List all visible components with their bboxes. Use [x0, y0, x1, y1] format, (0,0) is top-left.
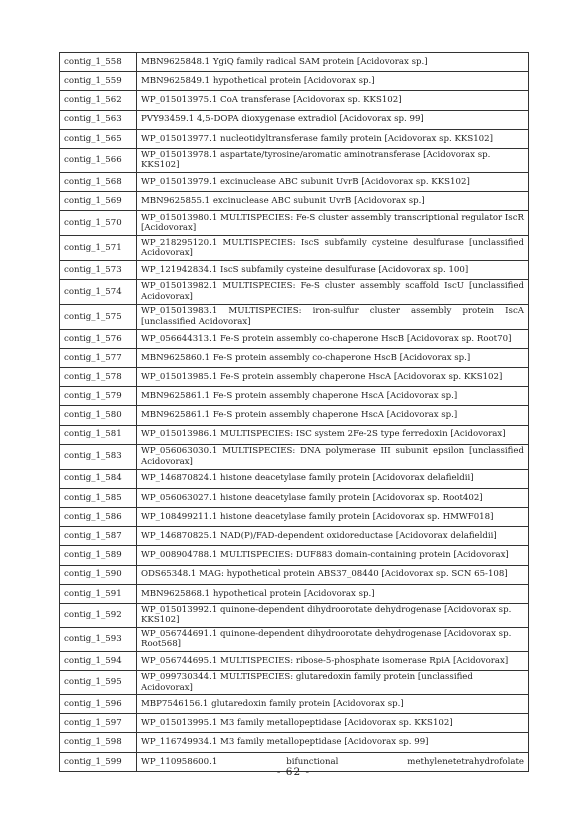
table-row — [60, 565, 529, 584]
protein-description-cell: WP_015013980.1 MULTISPECIES: Fe-S cluster assembly transcriptional regulator IscR [Acidovorax] — [137, 211, 529, 236]
protein-description-cell: MBN9625848.1 YgiQ family radical SAM protein [Acidovorax sp.] — [137, 53, 529, 72]
contig-id-cell: contig_1_568 — [60, 172, 137, 191]
contig-id-cell: contig_1_575 — [60, 304, 137, 329]
contig-id-cell: contig_1_587 — [60, 527, 137, 546]
protein-description-cell: ODS65348.1 MAG: hypothetical protein ABS37_08440 [Acidovorax sp. SCN 65-108] — [137, 565, 529, 584]
table-row — [60, 211, 529, 236]
protein-description-cell: PVY93459.1 4,5-DOPA dioxygenase extradiol [Acidovorax sp. 99] — [137, 110, 529, 129]
table-row — [60, 527, 529, 546]
table-row — [60, 172, 529, 191]
table-row — [60, 236, 529, 261]
table-row — [60, 733, 529, 752]
contig-id-cell: contig_1_571 — [60, 236, 137, 261]
table-row — [60, 469, 529, 488]
protein-description-cell: WP_015013995.1 M3 family metallopeptidase [Acidovorax sp. KKS102] — [137, 714, 529, 733]
table-row — [60, 368, 529, 387]
table-row — [60, 110, 529, 129]
contig-id-cell: contig_1_590 — [60, 565, 137, 584]
contig-id-cell: contig_1_594 — [60, 651, 137, 670]
protein-description-cell: MBN9625861.1 Fe-S protein assembly chaperone HscA [Acidovorax sp.] — [137, 387, 529, 406]
contig-id-cell: contig_1_578 — [60, 368, 137, 387]
contig-id-cell: contig_1_566 — [60, 148, 137, 172]
contig-id-cell: contig_1_577 — [60, 348, 137, 367]
protein-description-cell: WP_116749934.1 M3 family metallopeptidase [Acidovorax sp. 99] — [137, 733, 529, 752]
contig-id-cell: contig_1_583 — [60, 444, 137, 469]
table-row — [60, 671, 529, 695]
table-row — [60, 714, 529, 733]
table-row — [60, 695, 529, 714]
contig-id-cell: contig_1_559 — [60, 72, 137, 91]
contig-id-cell: contig_1_595 — [60, 671, 137, 695]
protein-description-cell: WP_015013979.1 excinuclease ABC subunit UvrB [Acidovorax sp. KKS102] — [137, 172, 529, 191]
table-row — [60, 348, 529, 367]
table-row — [60, 651, 529, 670]
table-row — [60, 488, 529, 507]
contig-id-cell: contig_1_558 — [60, 53, 137, 72]
protein-description-cell: MBN9625860.1 Fe-S protein assembly co-chaperone HscB [Acidovorax sp.] — [137, 348, 529, 367]
protein-description-cell: MBN9625868.1 hypothetical protein [Acidovorax sp.] — [137, 584, 529, 603]
table-row — [60, 304, 529, 329]
protein-description-cell: WP_056063027.1 histone deacetylase family protein [Acidovorax sp. Root402] — [137, 488, 529, 507]
table-row — [60, 406, 529, 425]
contig-id-cell: contig_1_562 — [60, 91, 137, 110]
protein-description-cell: WP_015013983.1 MULTISPECIES: iron-sulfur cluster assembly protein IscA [unclassified Acidovorax] — [137, 304, 529, 329]
contig-id-cell: contig_1_599 — [60, 752, 137, 771]
contig-id-cell: contig_1_581 — [60, 425, 137, 444]
contig-id-cell: contig_1_592 — [60, 603, 137, 627]
contig-id-cell: contig_1_574 — [60, 280, 137, 305]
table-row — [60, 72, 529, 91]
contig-id-cell: contig_1_584 — [60, 469, 137, 488]
protein-description-cell: MBN9625855.1 excinuclease ABC subunit UvrB [Acidovorax sp.] — [137, 192, 529, 211]
table-row — [60, 260, 529, 279]
protein-description-cell: WP_146870825.1 NAD(P)/FAD-dependent oxidoreductase [Acidovorax delafieldii] — [137, 527, 529, 546]
table-row — [60, 425, 529, 444]
protein-description-cell: WP_056744691.1 quinone-dependent dihydroorotate dehydrogenase [Acidovorax sp. Root568] — [137, 627, 529, 651]
table-row — [60, 91, 529, 110]
contig-id-cell: contig_1_598 — [60, 733, 137, 752]
contig-id-cell: contig_1_593 — [60, 627, 137, 651]
table-row — [60, 53, 529, 72]
table-row — [60, 387, 529, 406]
protein-description-cell: WP_015013985.1 Fe-S protein assembly chaperone HscA [Acidovorax sp. KKS102] — [137, 368, 529, 387]
protein-description-cell: WP_015013977.1 nucleotidyltransferase family protein [Acidovorax sp. KKS102] — [137, 129, 529, 148]
protein-description-cell: WP_146870824.1 histone deacetylase family protein [Acidovorax delafieldii] — [137, 469, 529, 488]
table-row — [60, 148, 529, 172]
page-number: - 62 - — [276, 766, 311, 778]
table-row — [60, 507, 529, 526]
protein-description-cell: WP_056063030.1 MULTISPECIES: DNA polymerase III subunit epsilon [unclassified Acidovorax] — [137, 444, 529, 469]
protein-description-cell: WP_110958600.1 bifunctional methylenetetrahydrofolate — [137, 752, 529, 771]
table-row — [60, 280, 529, 305]
protein-description-cell: WP_099730344.1 MULTISPECIES: glutaredoxin family protein [unclassified Acidovorax] — [137, 671, 529, 695]
protein-description-cell: WP_015013986.1 MULTISPECIES: ISC system 2Fe-2S type ferredoxin [Acidovorax] — [137, 425, 529, 444]
protein-description-cell: WP_015013992.1 quinone-dependent dihydroorotate dehydrogenase [Acidovorax sp. KKS102] — [137, 603, 529, 627]
contig-id-cell: contig_1_580 — [60, 406, 137, 425]
contig-id-cell: contig_1_591 — [60, 584, 137, 603]
table-row — [60, 444, 529, 469]
contig-id-cell: contig_1_576 — [60, 329, 137, 348]
table-row — [60, 603, 529, 627]
protein-description-cell: WP_056744695.1 MULTISPECIES: ribose-5-phosphate isomerase RpiA [Acidovorax] — [137, 651, 529, 670]
protein-description-cell: WP_015013975.1 CoA transferase [Acidovorax sp. KKS102] — [137, 91, 529, 110]
table-row — [60, 192, 529, 211]
table-row — [60, 546, 529, 565]
protein-description-cell: WP_218295120.1 MULTISPECIES: IscS subfamily cysteine desulfurase [unclassified Acidovorax] — [137, 236, 529, 261]
protein-description-cell: MBN9625861.1 Fe-S protein assembly chaperone HscA [Acidovorax sp.] — [137, 406, 529, 425]
table-row — [60, 584, 529, 603]
table-row — [60, 129, 529, 148]
table-body — [60, 53, 529, 772]
contig-id-cell: contig_1_585 — [60, 488, 137, 507]
contig-id-cell: contig_1_569 — [60, 192, 137, 211]
contig-id-cell: contig_1_579 — [60, 387, 137, 406]
protein-description-cell: WP_015013982.1 MULTISPECIES: Fe-S cluster assembly scaffold IscU [unclassified Acidovorax] — [137, 280, 529, 305]
contig-id-cell: contig_1_573 — [60, 260, 137, 279]
contig-id-cell: contig_1_586 — [60, 507, 137, 526]
protein-description-cell: WP_008904788.1 MULTISPECIES: DUF883 domain-containing protein [Acidovorax] — [137, 546, 529, 565]
contig-id-cell: contig_1_596 — [60, 695, 137, 714]
protein-description-cell: MBN9625849.1 hypothetical protein [Acidovorax sp.] — [137, 72, 529, 91]
contig-id-cell: contig_1_565 — [60, 129, 137, 148]
table-row — [60, 627, 529, 651]
protein-description-cell: WP_121942834.1 IscS subfamily cysteine desulfurase [Acidovorax sp. 100] — [137, 260, 529, 279]
contig-id-cell: contig_1_563 — [60, 110, 137, 129]
contig-id-cell: contig_1_597 — [60, 714, 137, 733]
contig-id-cell: contig_1_570 — [60, 211, 137, 236]
table-row — [60, 329, 529, 348]
contig-id-cell: contig_1_589 — [60, 546, 137, 565]
protein-description-cell: WP_015013978.1 aspartate/tyrosine/aromatic aminotransferase [Acidovorax sp. KKS102] — [137, 148, 529, 172]
protein-description-cell: WP_108499211.1 histone deacetylase family protein [Acidovorax sp. HMWF018] — [137, 507, 529, 526]
protein-description-cell: MBP7546156.1 glutaredoxin family protein [Acidovorax sp.] — [137, 695, 529, 714]
gene-annotation-table — [59, 52, 529, 772]
protein-description-cell: WP_056644313.1 Fe-S protein assembly co-chaperone HscB [Acidovorax sp. Root70] — [137, 329, 529, 348]
